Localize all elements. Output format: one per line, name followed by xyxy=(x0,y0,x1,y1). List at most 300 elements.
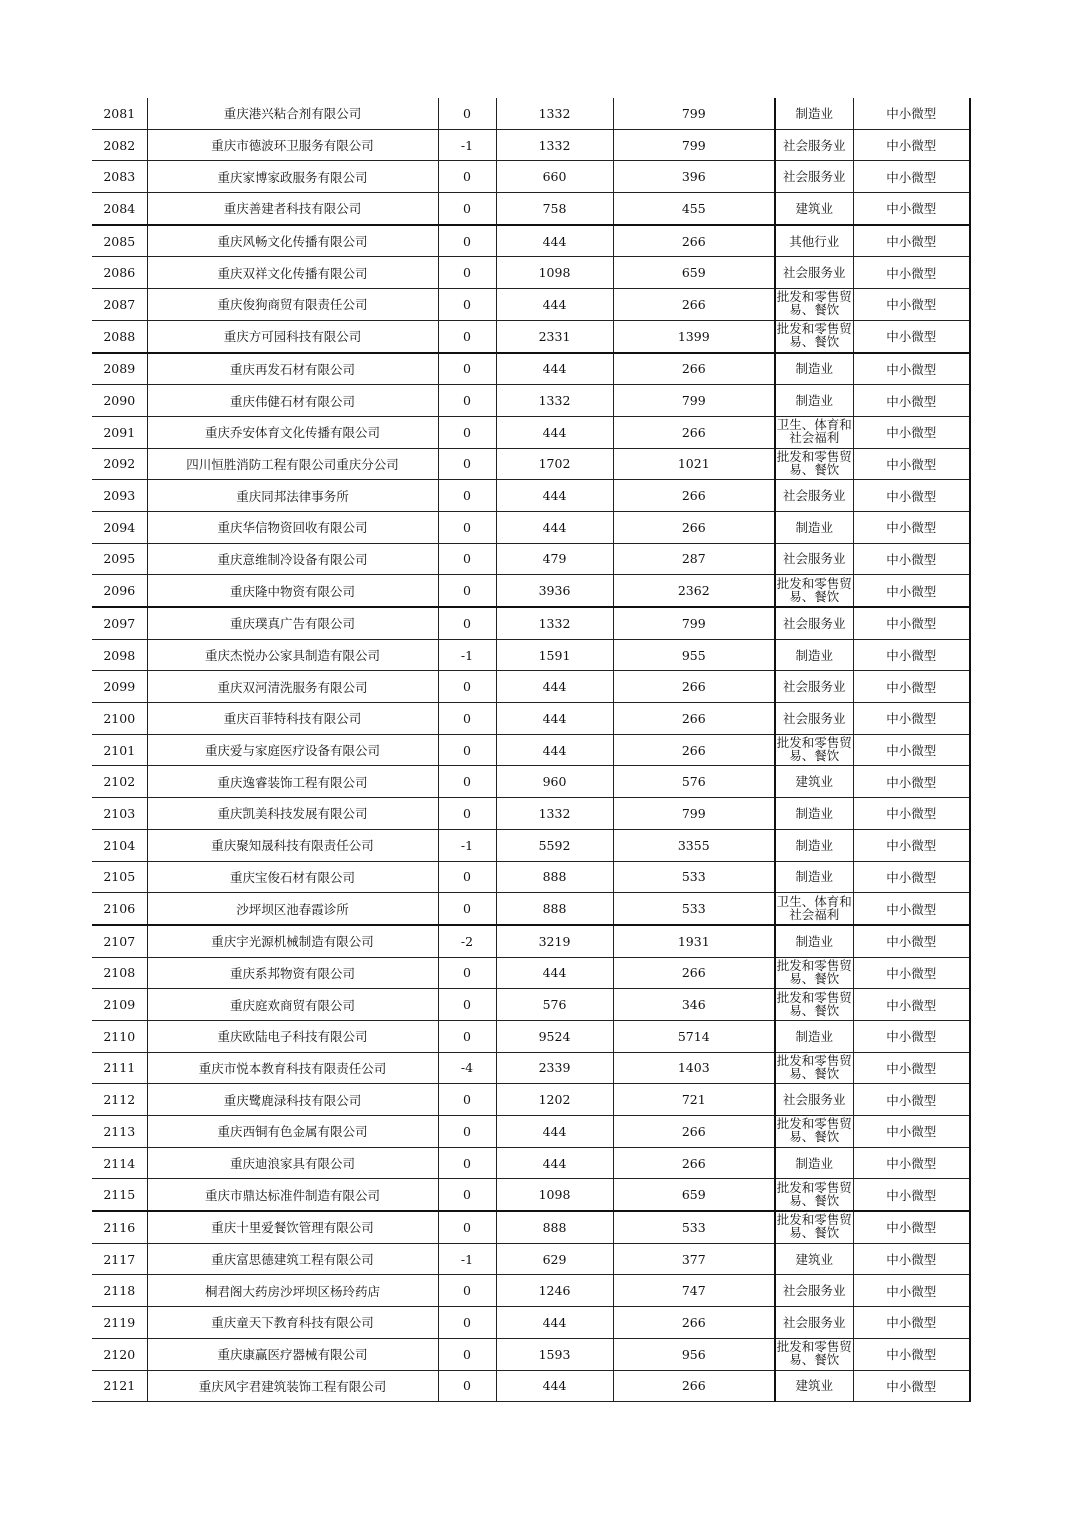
company-name: 重庆乔安体育文化传播有限公司 xyxy=(204,425,380,441)
row-number: 2092 xyxy=(103,456,136,472)
amount-b: 266 xyxy=(681,296,706,312)
industry-cell xyxy=(775,734,853,766)
company-name-cell xyxy=(147,957,438,989)
industry: 建筑业 xyxy=(795,201,833,215)
amount-a-cell xyxy=(496,320,613,352)
row-number: 2108 xyxy=(103,965,136,981)
row-number-cell xyxy=(92,893,147,925)
industry: 批发和零售贸易、餐饮 xyxy=(776,322,852,350)
amount-b-cell xyxy=(613,734,775,766)
table-row xyxy=(92,320,970,352)
amount-b-cell xyxy=(613,416,775,448)
row-number: 2085 xyxy=(103,233,136,249)
change-value: 0 xyxy=(463,965,471,981)
amount-a-cell xyxy=(496,1338,613,1370)
amount-b-cell xyxy=(613,957,775,989)
company-name-cell xyxy=(147,1338,438,1370)
amount-a-cell xyxy=(496,1243,613,1275)
amount-a: 444 xyxy=(542,710,567,726)
enterprise-type: 中小微型 xyxy=(886,456,937,472)
table-row xyxy=(92,1179,970,1211)
industry-cell xyxy=(775,671,853,703)
amount-b: 799 xyxy=(681,615,706,631)
industry-cell xyxy=(775,607,853,639)
table-row xyxy=(92,543,970,575)
row-number: 2118 xyxy=(103,1283,136,1299)
amount-a-cell xyxy=(496,925,613,957)
amount-b: 799 xyxy=(681,805,706,821)
amount-b-cell xyxy=(613,480,775,512)
industry-cell xyxy=(775,289,853,321)
amount-a-cell xyxy=(496,543,613,575)
industry: 制造业 xyxy=(795,838,833,852)
row-number-cell xyxy=(92,129,147,161)
enterprise-type: 中小微型 xyxy=(886,234,937,250)
enterprise-type-cell xyxy=(853,161,970,193)
company-name: 重庆鹭鹿渌科技有限公司 xyxy=(223,1092,362,1108)
change-value: -2 xyxy=(460,933,474,949)
company-name: 重庆迪浪家具有限公司 xyxy=(229,1156,355,1172)
row-number-cell xyxy=(92,1370,147,1402)
row-number-cell xyxy=(92,639,147,671)
row-number: 2111 xyxy=(103,1060,136,1076)
row-number-cell xyxy=(92,925,147,957)
enterprise-type: 中小微型 xyxy=(886,1156,937,1172)
row-number-cell xyxy=(92,703,147,735)
amount-a-cell xyxy=(496,1147,613,1179)
company-name-cell xyxy=(147,1020,438,1052)
row-number: 2100 xyxy=(103,710,136,726)
company-name-cell xyxy=(147,1211,438,1243)
amount-a: 479 xyxy=(542,551,567,567)
row-number: 2086 xyxy=(103,265,136,281)
change-value: 0 xyxy=(463,265,471,281)
enterprise-type-cell xyxy=(853,734,970,766)
industry-cell xyxy=(775,1275,853,1307)
amount-b-cell xyxy=(613,353,775,385)
amount-a: 576 xyxy=(542,997,567,1013)
change-value-cell xyxy=(438,257,496,289)
amount-a-cell xyxy=(496,1020,613,1052)
enterprise-type-cell xyxy=(853,1116,970,1148)
amount-b: 721 xyxy=(681,1092,706,1108)
change-value-cell xyxy=(438,1370,496,1402)
change-value-cell xyxy=(438,575,496,607)
company-name-cell xyxy=(147,1275,438,1307)
industry-cell xyxy=(775,639,853,671)
enterprise-type-cell xyxy=(853,1084,970,1116)
enterprise-type: 中小微型 xyxy=(886,679,937,695)
enterprise-type: 中小微型 xyxy=(886,1124,937,1140)
industry: 建筑业 xyxy=(795,1379,833,1393)
enterprise-type: 中小微型 xyxy=(886,1029,937,1045)
enterprise-type-cell xyxy=(853,798,970,830)
amount-b: 533 xyxy=(681,901,706,917)
table-row xyxy=(92,1052,970,1084)
industry: 卫生、体育和社会福利 xyxy=(776,894,852,922)
company-name-cell xyxy=(147,893,438,925)
amount-b: 266 xyxy=(681,679,706,695)
industry-cell xyxy=(775,1338,853,1370)
row-number: 2089 xyxy=(103,361,136,377)
amount-b-cell xyxy=(613,511,775,543)
amount-b-cell xyxy=(613,289,775,321)
change-value-cell xyxy=(438,320,496,352)
enterprise-type: 中小微型 xyxy=(886,806,937,822)
change-value-cell xyxy=(438,98,496,129)
amount-a-cell xyxy=(496,1370,613,1402)
enterprise-type-cell xyxy=(853,1211,970,1243)
company-name-cell xyxy=(147,1147,438,1179)
amount-b: 266 xyxy=(681,424,706,440)
enterprise-type: 中小微型 xyxy=(886,901,937,917)
amount-b-cell xyxy=(613,703,775,735)
row-number: 2081 xyxy=(103,105,136,121)
industry: 社会服务业 xyxy=(782,170,846,184)
company-name-cell xyxy=(147,257,438,289)
industry: 制造业 xyxy=(795,648,833,662)
company-name: 重庆西铜有色金属有限公司 xyxy=(217,1124,368,1140)
amount-a: 1702 xyxy=(538,456,571,472)
change-value-cell xyxy=(438,1147,496,1179)
industry: 社会服务业 xyxy=(782,1093,846,1107)
row-number-cell xyxy=(92,161,147,193)
company-name-cell xyxy=(147,193,438,225)
industry-cell xyxy=(775,829,853,861)
enterprise-type: 中小微型 xyxy=(886,1060,937,1076)
table-row xyxy=(92,98,970,129)
change-value-cell xyxy=(438,1243,496,1275)
table-row xyxy=(92,829,970,861)
amount-b: 956 xyxy=(681,1346,706,1362)
company-name-cell xyxy=(147,511,438,543)
enterprise-type: 中小微型 xyxy=(886,425,937,441)
industry: 批发和零售贸易、餐饮 xyxy=(776,1117,852,1145)
amount-b-cell xyxy=(613,225,775,257)
amount-b-cell xyxy=(613,893,775,925)
industry: 制造业 xyxy=(795,394,833,408)
change-value: 0 xyxy=(463,583,471,599)
amount-b: 5714 xyxy=(677,1028,710,1044)
change-value-cell xyxy=(438,543,496,575)
table-row xyxy=(92,289,970,321)
amount-b-cell xyxy=(613,1338,775,1370)
amount-b-cell xyxy=(613,861,775,893)
amount-a: 444 xyxy=(542,1378,567,1394)
change-value-cell xyxy=(438,734,496,766)
amount-b-cell xyxy=(613,448,775,480)
amount-a: 1332 xyxy=(538,105,571,121)
enterprise-type-cell xyxy=(853,925,970,957)
amount-a: 1591 xyxy=(538,647,571,663)
company-name-cell xyxy=(147,1116,438,1148)
table-row xyxy=(92,703,970,735)
industry: 批发和零售贸易、餐饮 xyxy=(776,958,852,986)
amount-a: 1098 xyxy=(538,265,571,281)
amount-a-cell xyxy=(496,480,613,512)
amount-b-cell xyxy=(613,320,775,352)
company-name: 重庆俊狗商贸有限责任公司 xyxy=(217,297,368,313)
enterprise-table xyxy=(92,98,971,1402)
enterprise-type: 中小微型 xyxy=(886,1220,937,1236)
table-row xyxy=(92,161,970,193)
amount-a-cell xyxy=(496,607,613,639)
row-number-cell xyxy=(92,448,147,480)
table-row xyxy=(92,1307,970,1339)
amount-b: 659 xyxy=(681,265,706,281)
table-row xyxy=(92,385,970,417)
enterprise-type-cell xyxy=(853,353,970,385)
industry-cell xyxy=(775,893,853,925)
enterprise-type-cell xyxy=(853,257,970,289)
change-value-cell xyxy=(438,1052,496,1084)
row-number-cell xyxy=(92,480,147,512)
company-name: 重庆杰悦办公家具制造有限公司 xyxy=(204,648,380,664)
enterprise-type: 中小微型 xyxy=(886,965,937,981)
amount-a-cell xyxy=(496,734,613,766)
change-value: 0 xyxy=(463,361,471,377)
table-row xyxy=(92,416,970,448)
industry: 批发和零售贸易、餐饮 xyxy=(776,1340,852,1368)
change-value-cell xyxy=(438,989,496,1021)
amount-b: 396 xyxy=(681,169,706,185)
amount-a-cell xyxy=(496,1179,613,1211)
row-number: 2114 xyxy=(103,1155,136,1171)
amount-a: 444 xyxy=(542,1314,567,1330)
company-name: 重庆宝俊石材有限公司 xyxy=(229,869,355,885)
enterprise-type-cell xyxy=(853,385,970,417)
change-value: -4 xyxy=(460,1060,474,1076)
amount-b-cell xyxy=(613,829,775,861)
amount-b-cell xyxy=(613,543,775,575)
amount-b: 1021 xyxy=(677,456,710,472)
amount-b: 3355 xyxy=(677,837,710,853)
company-name-cell xyxy=(147,1179,438,1211)
row-number-cell xyxy=(92,98,147,129)
row-number: 2084 xyxy=(103,200,136,216)
change-value: 0 xyxy=(463,1283,471,1299)
company-name-cell xyxy=(147,543,438,575)
company-name-cell xyxy=(147,671,438,703)
table-row xyxy=(92,766,970,798)
enterprise-type-cell xyxy=(853,639,970,671)
row-number-cell xyxy=(92,511,147,543)
row-number: 2105 xyxy=(103,869,136,885)
amount-a: 444 xyxy=(542,965,567,981)
table-row xyxy=(92,671,970,703)
change-value: 0 xyxy=(463,424,471,440)
enterprise-type: 中小微型 xyxy=(886,1378,937,1394)
company-name-cell xyxy=(147,798,438,830)
company-name-cell xyxy=(147,925,438,957)
row-number: 2093 xyxy=(103,488,136,504)
amount-a: 444 xyxy=(542,1155,567,1171)
change-value-cell xyxy=(438,639,496,671)
enterprise-type: 中小微型 xyxy=(886,138,937,154)
amount-b: 266 xyxy=(681,710,706,726)
enterprise-type-cell xyxy=(853,289,970,321)
enterprise-type-cell xyxy=(853,607,970,639)
row-number-cell xyxy=(92,1338,147,1370)
enterprise-type: 中小微型 xyxy=(886,520,937,536)
company-name: 重庆风宇君建筑装饰工程有限公司 xyxy=(198,1378,387,1394)
amount-a-cell xyxy=(496,161,613,193)
table-body xyxy=(92,98,970,1402)
enterprise-type: 中小微型 xyxy=(886,583,937,599)
table-row xyxy=(92,1084,970,1116)
industry: 社会服务业 xyxy=(782,266,846,280)
amount-b-cell xyxy=(613,607,775,639)
industry-cell xyxy=(775,511,853,543)
amount-b: 266 xyxy=(681,1314,706,1330)
change-value-cell xyxy=(438,193,496,225)
company-name: 重庆童天下教育科技有限公司 xyxy=(211,1315,374,1331)
amount-a-cell xyxy=(496,671,613,703)
amount-a-cell xyxy=(496,703,613,735)
change-value-cell xyxy=(438,1211,496,1243)
enterprise-type: 中小微型 xyxy=(886,488,937,504)
enterprise-type-cell xyxy=(853,1020,970,1052)
industry: 制造业 xyxy=(795,806,833,820)
amount-b-cell xyxy=(613,989,775,1021)
table-row xyxy=(92,1243,970,1275)
row-number: 2094 xyxy=(103,519,136,535)
row-number: 2104 xyxy=(103,837,136,853)
enterprise-type: 中小微型 xyxy=(886,1252,937,1268)
amount-a-cell xyxy=(496,893,613,925)
company-name-cell xyxy=(147,989,438,1021)
row-number-cell xyxy=(92,320,147,352)
enterprise-type: 中小微型 xyxy=(886,838,937,854)
enterprise-type-cell xyxy=(853,1338,970,1370)
change-value-cell xyxy=(438,1084,496,1116)
industry-cell xyxy=(775,448,853,480)
company-name-cell xyxy=(147,385,438,417)
amount-a: 888 xyxy=(542,869,567,885)
row-number-cell xyxy=(92,1243,147,1275)
change-value-cell xyxy=(438,353,496,385)
row-number: 2116 xyxy=(103,1219,136,1235)
industry-cell xyxy=(775,480,853,512)
change-value-cell xyxy=(438,957,496,989)
amount-b: 955 xyxy=(681,647,706,663)
change-value-cell xyxy=(438,289,496,321)
amount-a: 888 xyxy=(542,901,567,917)
row-number: 2099 xyxy=(103,679,136,695)
change-value-cell xyxy=(438,766,496,798)
row-number: 2109 xyxy=(103,997,136,1013)
amount-b-cell xyxy=(613,257,775,289)
amount-b-cell xyxy=(613,1307,775,1339)
amount-a-cell xyxy=(496,639,613,671)
enterprise-type-cell xyxy=(853,766,970,798)
change-value-cell xyxy=(438,829,496,861)
industry-cell xyxy=(775,989,853,1021)
company-name-cell xyxy=(147,861,438,893)
industry: 社会服务业 xyxy=(782,138,846,152)
amount-a-cell xyxy=(496,957,613,989)
row-number: 2107 xyxy=(103,933,136,949)
table-row xyxy=(92,1116,970,1148)
company-name-cell xyxy=(147,1052,438,1084)
amount-b: 266 xyxy=(681,965,706,981)
row-number-cell xyxy=(92,957,147,989)
enterprise-type-cell xyxy=(853,320,970,352)
enterprise-type: 中小微型 xyxy=(886,1092,937,1108)
change-value-cell xyxy=(438,1179,496,1211)
industry-cell xyxy=(775,161,853,193)
row-number: 2101 xyxy=(103,742,136,758)
amount-a-cell xyxy=(496,385,613,417)
amount-b-cell xyxy=(613,1243,775,1275)
amount-a-cell xyxy=(496,829,613,861)
amount-b: 799 xyxy=(681,393,706,409)
change-value: 0 xyxy=(463,551,471,567)
table-row xyxy=(92,575,970,607)
company-name: 重庆同邦法律事务所 xyxy=(236,488,349,504)
enterprise-type: 中小微型 xyxy=(886,106,937,122)
table-row xyxy=(92,225,970,257)
change-value: 0 xyxy=(463,1155,471,1171)
industry-cell xyxy=(775,1116,853,1148)
row-number: 2088 xyxy=(103,328,136,344)
industry: 批发和零售贸易、餐饮 xyxy=(776,1213,852,1241)
amount-a-cell xyxy=(496,1307,613,1339)
amount-a: 629 xyxy=(542,1251,567,1267)
company-name-cell xyxy=(147,703,438,735)
amount-a-cell xyxy=(496,257,613,289)
row-number-cell xyxy=(92,1147,147,1179)
amount-a: 1098 xyxy=(538,1187,571,1203)
table-row xyxy=(92,480,970,512)
amount-a: 444 xyxy=(542,488,567,504)
company-name: 重庆富思德建筑工程有限公司 xyxy=(211,1252,374,1268)
amount-b: 377 xyxy=(681,1251,706,1267)
table-row xyxy=(92,129,970,161)
company-name: 重庆再发石材有限公司 xyxy=(229,361,355,377)
enterprise-type: 中小微型 xyxy=(886,616,937,632)
amount-a-cell xyxy=(496,1052,613,1084)
industry-cell xyxy=(775,385,853,417)
amount-a: 1593 xyxy=(538,1346,571,1362)
amount-b-cell xyxy=(613,98,775,129)
row-number: 2110 xyxy=(103,1028,136,1044)
row-number: 2106 xyxy=(103,901,136,917)
enterprise-type-cell xyxy=(853,448,970,480)
change-value: 0 xyxy=(463,1378,471,1394)
change-value-cell xyxy=(438,416,496,448)
company-name: 重庆逸睿装饰工程有限公司 xyxy=(217,774,368,790)
change-value: 0 xyxy=(463,1123,471,1139)
amount-b-cell xyxy=(613,193,775,225)
company-name: 重庆意维制冷设备有限公司 xyxy=(217,551,368,567)
industry: 社会服务业 xyxy=(782,552,846,566)
company-name-cell xyxy=(147,480,438,512)
amount-a-cell xyxy=(496,766,613,798)
enterprise-type: 中小微型 xyxy=(886,361,937,377)
enterprise-type: 中小微型 xyxy=(886,265,937,281)
amount-a-cell xyxy=(496,1116,613,1148)
amount-b: 659 xyxy=(681,1187,706,1203)
change-value: -1 xyxy=(460,137,474,153)
industry: 制造业 xyxy=(795,106,833,120)
enterprise-type-cell xyxy=(853,129,970,161)
change-value: 0 xyxy=(463,105,471,121)
company-name: 重庆百菲特科技有限公司 xyxy=(223,711,362,727)
change-value-cell xyxy=(438,607,496,639)
enterprise-type-cell xyxy=(853,543,970,575)
amount-a-cell xyxy=(496,193,613,225)
